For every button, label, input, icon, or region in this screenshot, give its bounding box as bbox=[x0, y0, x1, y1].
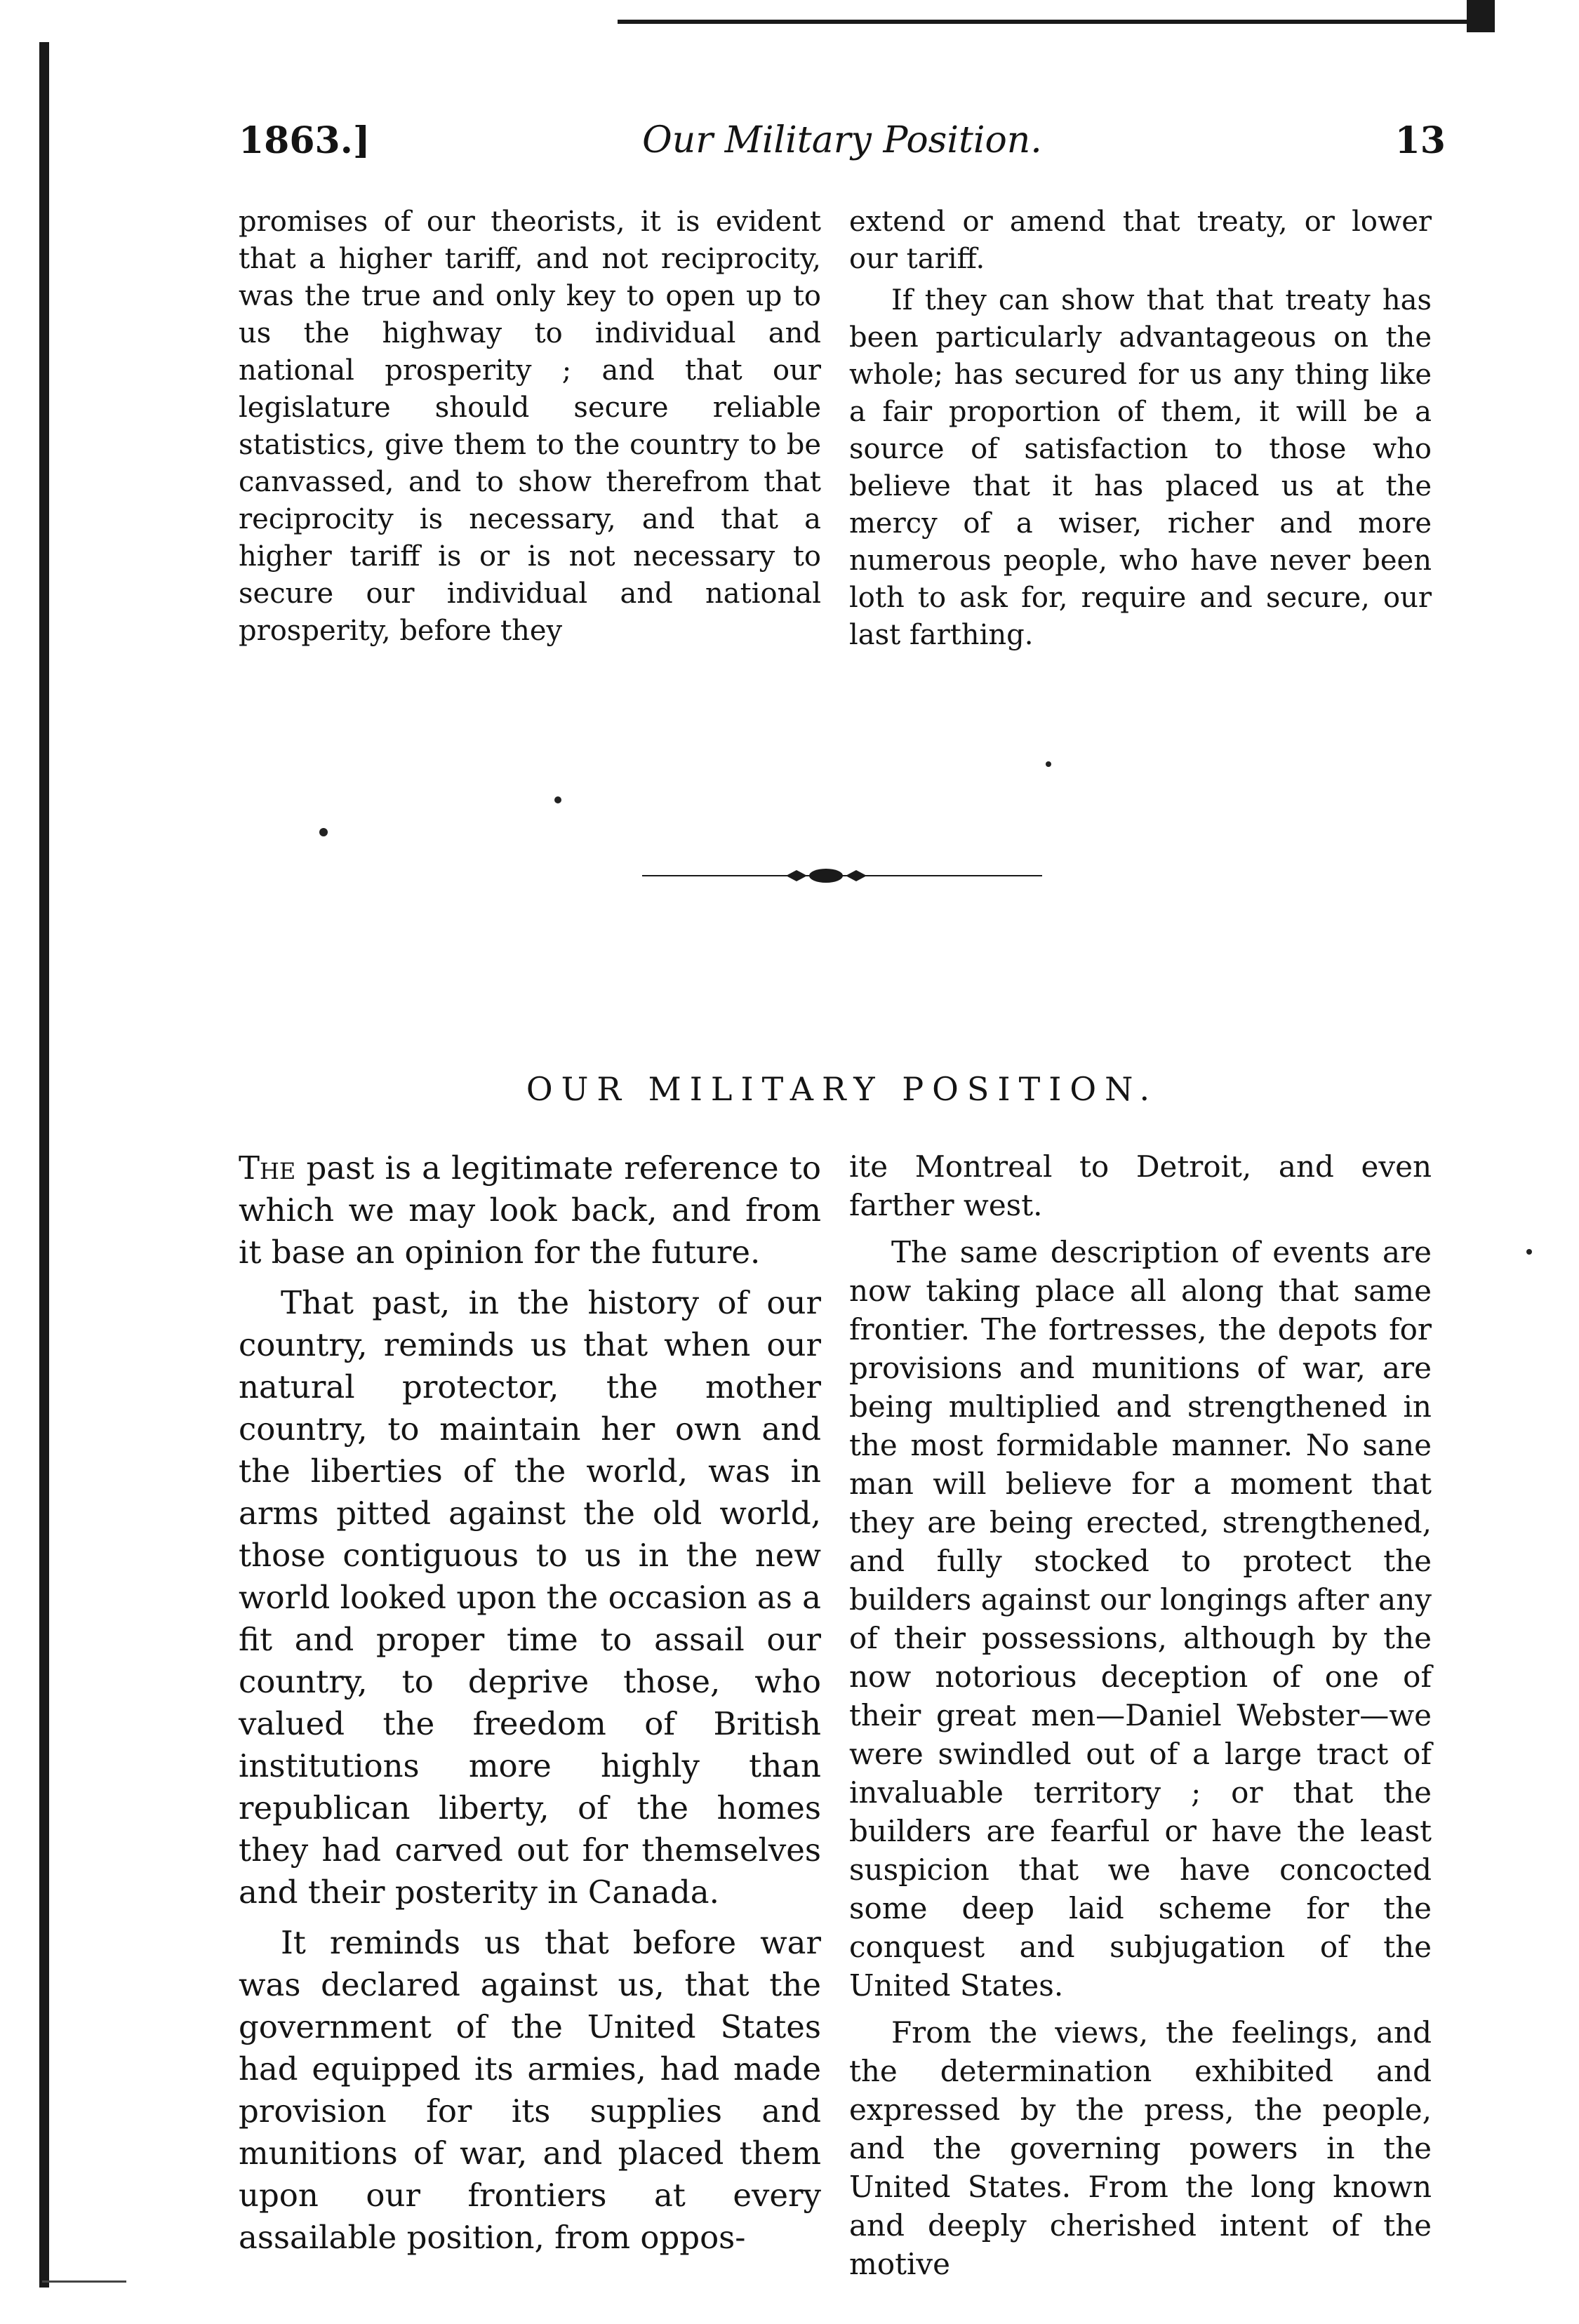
scan-edge-bar bbox=[39, 42, 49, 2288]
running-title: Our Military Position. bbox=[642, 119, 1042, 161]
scan-bottom-rule bbox=[42, 2280, 126, 2283]
prev-article-left-column bbox=[239, 203, 821, 650]
scan-speck bbox=[554, 796, 561, 803]
article-paragraph bbox=[239, 1147, 821, 1274]
article-title: OUR MILITARY POSITION. bbox=[526, 1070, 1159, 1108]
prev-article-right-column bbox=[849, 203, 1432, 654]
article-right-column bbox=[849, 1147, 1432, 2292]
prev-article-paragraph: promises of our theorists, it is evident that a higher tariff, and not reciprocity, was the true and only key to open up to us the highway to individual and national prosperity ; and that our legislature should secure reliable statistics, give them to the country to be canvassed, and to show therefrom that reciprocity is necessary, and that a higher tariff is or is not necessary to secure our individual and national prosperity, before they bbox=[239, 206, 821, 647]
article-paragraph: From the views, the feelings, and the determination exhibited and expressed by the press, the people, and the governing powers in the United States. From the long known and deeply cherished intent of the motive bbox=[849, 2015, 1432, 2281]
scan-top-rule bbox=[618, 20, 1488, 24]
scan-speck bbox=[319, 828, 328, 836]
article-paragraph: ite Montreal to Detroit, and even farther west. bbox=[849, 1149, 1432, 1222]
scan-speck bbox=[1526, 1249, 1532, 1255]
prev-article-paragraph: extend or amend that treaty, or lower our tariff. bbox=[849, 206, 1432, 275]
article-paragraph: That past, in the history of our country, reminds us that when our natural protector, the mother country, to maintain her own and the liberties of the world, was in arms pitted against the old world, those contiguous to us in the new world looked upon the occasion as a fit and proper time to assail our country, to deprive those, who valued the freedom of British institutions more highly than republican liberty, of the homes they had carved out for themselves and their posterity in Canada. bbox=[239, 1284, 821, 1911]
scan-speck bbox=[1046, 761, 1051, 767]
header-year: 1863.] bbox=[239, 119, 371, 162]
prev-article-paragraph: If they can show that that treaty has been particularly advantageous on the whole; has secured for us any thing like a fair proportion of them, it will be a source of satisfaction to those who believe that it has placed us at the mercy of a wiser, richer and more numerous people, who have never been loth to ask for, require and secure, our last farthing. bbox=[849, 284, 1432, 651]
page-header bbox=[239, 119, 1446, 175]
article-paragraph: The same description of events are now taking place all along that same frontier. The fortresses, the depots for provisions and munitions of war, are being multiplied and strengthened in the most formidable manner. No sane man will believe for a moment that they are being erected, strengthened, and fully stocked to protect the builders against our longings after any of their possessions, although by the now notorious deception of one of their great men—Daniel Webster—we were swindled out of a large tract of invaluable territory ; or that the builders are fearful or have the least suspicion that we have concocted some deep laid scheme for the conquest and subjugation of the United States. bbox=[849, 1235, 1432, 2003]
article-paragraph: It reminds us that before war was declared against us, that the government of the United States had equipped its armies, had made provision for its supplies and munitions of war, and placed them upon our frontiers at every assailable position, from oppos- bbox=[239, 1924, 821, 2256]
article-left-column bbox=[239, 1147, 821, 2267]
section-ornament bbox=[642, 865, 1042, 886]
page-number: 13 bbox=[1394, 119, 1446, 162]
paragraph-text: past is a legitimate reference to which we may look back, and from it base an opinion for the future. bbox=[239, 1149, 821, 1271]
scan-top-rule-end bbox=[1467, 0, 1495, 32]
lead-word: The bbox=[239, 1149, 296, 1187]
